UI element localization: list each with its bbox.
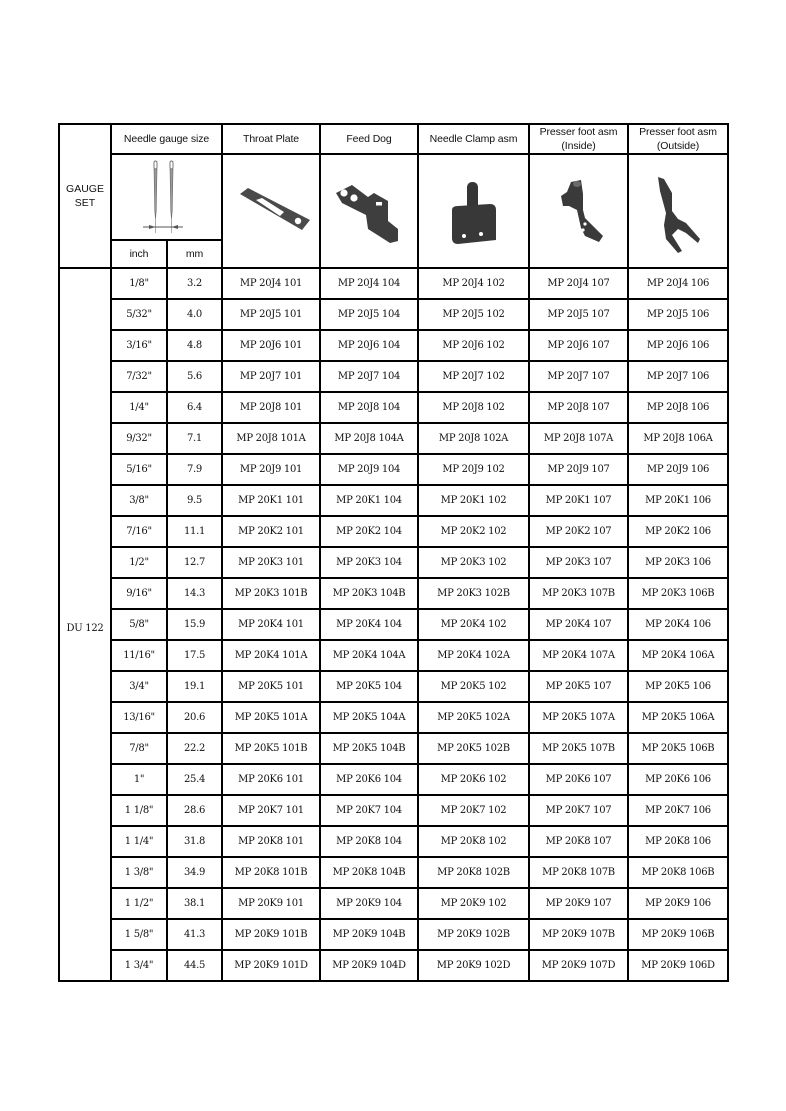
model-label: DU 122 (59, 268, 111, 981)
presser-foot-inside-part-cell: MP 20K5 107A (529, 702, 628, 733)
throat-plate-part-cell: MP 20K9 101D (222, 950, 320, 981)
throat-plate-part-cell: MP 20K9 101B (222, 919, 320, 950)
needle-clamp-part-cell: MP 20K6 102 (418, 764, 529, 795)
needle-clamp-header (418, 124, 529, 154)
presser-foot-inside-part-cell: MP 20K9 107 (529, 888, 628, 919)
presser-foot-outside-part-cell: MP 20J8 106 (628, 392, 728, 423)
presser-foot-outside-header (628, 124, 728, 154)
gauge-set-label-line2: SET (74, 197, 96, 209)
presser-foot-outside-part-cell: MP 20K9 106 (628, 888, 728, 919)
feed-dog-part-cell: MP 20K2 104 (320, 516, 418, 547)
throat-plate-part-cell: MP 20K1 101 (222, 485, 320, 516)
table-row (59, 547, 728, 578)
presser-foot-outside-icon (638, 163, 718, 259)
gauge-mm-cell: 34.9 (167, 857, 222, 888)
presser-foot-inside-part-cell: MP 20K3 107B (529, 578, 628, 609)
throat-plate-part-cell: MP 20K9 101 (222, 888, 320, 919)
needle-clamp-part-cell: MP 20K5 102 (418, 671, 529, 702)
throat-plate-icon (226, 176, 316, 246)
gauge-mm-cell: 15.9 (167, 609, 222, 640)
presser-foot-inside-part-cell: MP 20J5 107 (529, 299, 628, 330)
gauge-set-header (59, 124, 111, 268)
gauge-mm-cell: 4.0 (167, 299, 222, 330)
needle-clamp-part-cell: MP 20K7 102 (418, 795, 529, 826)
feed-dog-part-cell: MP 20K9 104B (320, 919, 418, 950)
gauge-mm-cell: 25.4 (167, 764, 222, 795)
unit-mm-header: mm (167, 240, 222, 268)
feed-dog-part-cell: MP 20J7 104 (320, 361, 418, 392)
needle-clamp-part-cell: MP 20K3 102 (418, 547, 529, 578)
unit-inch-header: inch (111, 240, 167, 268)
needle-clamp-part-cell: MP 20J8 102 (418, 392, 529, 423)
needle-clamp-part-cell: MP 20K5 102B (418, 733, 529, 764)
presser-foot-inside-part-cell: MP 20K1 107 (529, 485, 628, 516)
gauge-mm-cell: 3.2 (167, 268, 222, 299)
table-row (59, 392, 728, 423)
gauge-inch-cell: 1 3/4" (111, 950, 167, 981)
needle-gauge-icon (137, 159, 197, 235)
throat-plate-part-cell: MP 20K3 101 (222, 547, 320, 578)
table-row (59, 423, 728, 454)
throat-plate-part-cell: MP 20J6 101 (222, 330, 320, 361)
presser-foot-outside-part-cell: MP 20K1 106 (628, 485, 728, 516)
image-row (59, 154, 728, 240)
presser-foot-outside-part-cell: MP 20K8 106 (628, 826, 728, 857)
throat-plate-part-cell: MP 20K8 101B (222, 857, 320, 888)
presser-foot-outside-image-cell (628, 154, 728, 268)
gauge-inch-cell: 5/32" (111, 299, 167, 330)
needle-clamp-part-cell: MP 20K9 102 (418, 888, 529, 919)
gauge-inch-cell: 1 1/4" (111, 826, 167, 857)
feed-dog-icon (324, 171, 414, 251)
throat-plate-part-cell: MP 20J7 101 (222, 361, 320, 392)
feed-dog-image-cell (320, 154, 418, 268)
gauge-mm-cell: 31.8 (167, 826, 222, 857)
table-row (59, 888, 728, 919)
needle-image-cell (111, 154, 222, 240)
needle-clamp-part-cell: MP 20K4 102 (418, 609, 529, 640)
gauge-inch-cell: 1/8" (111, 268, 167, 299)
throat-plate-part-cell: MP 20K5 101 (222, 671, 320, 702)
table-row (59, 950, 728, 981)
presser-foot-inside-header-line1: Presser foot asm (539, 126, 618, 138)
gauge-inch-cell: 1 5/8" (111, 919, 167, 950)
presser-foot-outside-part-cell: MP 20K5 106B (628, 733, 728, 764)
presser-foot-inside-part-cell: MP 20J8 107 (529, 392, 628, 423)
presser-foot-outside-part-cell: MP 20K6 106 (628, 764, 728, 795)
feed-dog-part-cell: MP 20K3 104B (320, 578, 418, 609)
presser-foot-outside-header-line2: (Outside) (656, 140, 700, 152)
gauge-mm-cell: 20.6 (167, 702, 222, 733)
table-row (59, 826, 728, 857)
needle-clamp-part-cell: MP 20K1 102 (418, 485, 529, 516)
gauge-inch-cell: 1 1/8" (111, 795, 167, 826)
presser-foot-inside-part-cell: MP 20K4 107A (529, 640, 628, 671)
table-row (59, 578, 728, 609)
feed-dog-part-cell: MP 20K9 104D (320, 950, 418, 981)
gauge-set-label-line1: GAUGE (66, 183, 104, 195)
table-row (59, 516, 728, 547)
needle-clamp-part-cell: MP 20J7 102 (418, 361, 529, 392)
presser-foot-inside-part-cell: MP 20K7 107 (529, 795, 628, 826)
presser-foot-inside-part-cell: MP 20K9 107B (529, 919, 628, 950)
gauge-inch-cell: 9/16" (111, 578, 167, 609)
needle-clamp-part-cell: MP 20J6 102 (418, 330, 529, 361)
table-row (59, 330, 728, 361)
feed-dog-part-cell: MP 20J8 104 (320, 392, 418, 423)
gauge-inch-cell: 5/8" (111, 609, 167, 640)
gauge-inch-cell: 1" (111, 764, 167, 795)
gauge-inch-cell: 7/8" (111, 733, 167, 764)
feed-dog-header-label: Feed Dog (346, 133, 392, 145)
table-row (59, 454, 728, 485)
presser-foot-inside-image-cell (529, 154, 628, 268)
header-row (59, 124, 728, 154)
needle-clamp-part-cell: MP 20J8 102A (418, 423, 529, 454)
feed-dog-header (320, 124, 418, 154)
needle-clamp-part-cell: MP 20K9 102D (418, 950, 529, 981)
presser-foot-outside-part-cell: MP 20K9 106D (628, 950, 728, 981)
presser-foot-inside-part-cell: MP 20K2 107 (529, 516, 628, 547)
presser-foot-outside-part-cell: MP 20K5 106A (628, 702, 728, 733)
throat-plate-part-cell: MP 20J5 101 (222, 299, 320, 330)
feed-dog-part-cell: MP 20K5 104A (320, 702, 418, 733)
gauge-mm-cell: 12.7 (167, 547, 222, 578)
feed-dog-part-cell: MP 20J8 104A (320, 423, 418, 454)
presser-foot-inside-part-cell: MP 20J7 107 (529, 361, 628, 392)
feed-dog-part-cell: MP 20K1 104 (320, 485, 418, 516)
throat-plate-part-cell: MP 20J8 101A (222, 423, 320, 454)
gauge-inch-cell: 1/2" (111, 547, 167, 578)
gauge-inch-cell: 1/4" (111, 392, 167, 423)
gauge-set-table (58, 123, 729, 982)
feed-dog-part-cell: MP 20J4 104 (320, 268, 418, 299)
gauge-inch-cell: 11/16" (111, 640, 167, 671)
throat-plate-part-cell: MP 20J9 101 (222, 454, 320, 485)
presser-foot-outside-part-cell: MP 20K4 106A (628, 640, 728, 671)
needle-clamp-icon (434, 166, 514, 256)
presser-foot-inside-part-cell: MP 20K8 107 (529, 826, 628, 857)
table-row (59, 361, 728, 392)
gauge-mm-cell: 28.6 (167, 795, 222, 826)
gauge-inch-cell: 13/16" (111, 702, 167, 733)
needle-clamp-part-cell: MP 20K4 102A (418, 640, 529, 671)
presser-foot-inside-icon (539, 166, 619, 256)
gauge-mm-cell: 38.1 (167, 888, 222, 919)
throat-plate-part-cell: MP 20K8 101 (222, 826, 320, 857)
table-row (59, 733, 728, 764)
feed-dog-part-cell: MP 20K7 104 (320, 795, 418, 826)
throat-plate-part-cell: MP 20J4 101 (222, 268, 320, 299)
throat-plate-part-cell: MP 20K4 101 (222, 609, 320, 640)
table-row (59, 702, 728, 733)
presser-foot-inside-part-cell: MP 20K9 107D (529, 950, 628, 981)
needle-clamp-part-cell: MP 20K8 102B (418, 857, 529, 888)
presser-foot-outside-part-cell: MP 20J5 106 (628, 299, 728, 330)
throat-plate-part-cell: MP 20K4 101A (222, 640, 320, 671)
needle-clamp-part-cell: MP 20K5 102A (418, 702, 529, 733)
table-row (59, 764, 728, 795)
needle-clamp-header-label: Needle Clamp asm (429, 133, 518, 145)
needle-clamp-part-cell: MP 20K8 102 (418, 826, 529, 857)
gauge-inch-cell: 3/4" (111, 671, 167, 702)
gauge-inch-cell: 3/8" (111, 485, 167, 516)
needle-clamp-part-cell: MP 20J4 102 (418, 268, 529, 299)
gauge-mm-cell: 11.1 (167, 516, 222, 547)
gauge-mm-cell: 6.4 (167, 392, 222, 423)
presser-foot-outside-part-cell: MP 20K2 106 (628, 516, 728, 547)
throat-plate-part-cell: MP 20K2 101 (222, 516, 320, 547)
feed-dog-part-cell: MP 20K8 104B (320, 857, 418, 888)
gauge-mm-cell: 44.5 (167, 950, 222, 981)
gauge-inch-cell: 7/16" (111, 516, 167, 547)
throat-plate-part-cell: MP 20K6 101 (222, 764, 320, 795)
table-row (59, 919, 728, 950)
presser-foot-outside-part-cell: MP 20K4 106 (628, 609, 728, 640)
gauge-mm-cell: 4.8 (167, 330, 222, 361)
table-row (59, 795, 728, 826)
needle-clamp-part-cell: MP 20K9 102B (418, 919, 529, 950)
feed-dog-part-cell: MP 20K5 104B (320, 733, 418, 764)
presser-foot-inside-part-cell: MP 20K8 107B (529, 857, 628, 888)
throat-plate-part-cell: MP 20J8 101 (222, 392, 320, 423)
throat-plate-part-cell: MP 20K3 101B (222, 578, 320, 609)
presser-foot-inside-header (529, 124, 628, 154)
presser-foot-inside-part-cell: MP 20J8 107A (529, 423, 628, 454)
presser-foot-outside-part-cell: MP 20J6 106 (628, 330, 728, 361)
needle-clamp-part-cell: MP 20K3 102B (418, 578, 529, 609)
throat-plate-part-cell: MP 20K7 101 (222, 795, 320, 826)
throat-plate-header-label: Throat Plate (243, 133, 299, 145)
feed-dog-part-cell: MP 20K6 104 (320, 764, 418, 795)
presser-foot-inside-part-cell: MP 20K5 107 (529, 671, 628, 702)
gauge-mm-cell: 14.3 (167, 578, 222, 609)
throat-plate-part-cell: MP 20K5 101B (222, 733, 320, 764)
gauge-inch-cell: 5/16" (111, 454, 167, 485)
gauge-mm-cell: 17.5 (167, 640, 222, 671)
presser-foot-outside-part-cell: MP 20K7 106 (628, 795, 728, 826)
presser-foot-outside-part-cell: MP 20J8 106A (628, 423, 728, 454)
presser-foot-inside-part-cell: MP 20J4 107 (529, 268, 628, 299)
gauge-inch-cell: 1 3/8" (111, 857, 167, 888)
feed-dog-part-cell: MP 20K4 104 (320, 609, 418, 640)
throat-plate-header (222, 124, 320, 154)
presser-foot-outside-part-cell: MP 20K9 106B (628, 919, 728, 950)
feed-dog-part-cell: MP 20K9 104 (320, 888, 418, 919)
presser-foot-outside-part-cell: MP 20K3 106B (628, 578, 728, 609)
needle-gauge-size-header: Needle gauge size (111, 124, 222, 154)
needle-clamp-part-cell: MP 20J9 102 (418, 454, 529, 485)
feed-dog-part-cell: MP 20J5 104 (320, 299, 418, 330)
presser-foot-inside-part-cell: MP 20K5 107B (529, 733, 628, 764)
gauge-inch-cell: 1 1/2" (111, 888, 167, 919)
feed-dog-part-cell: MP 20K8 104 (320, 826, 418, 857)
table-row (59, 671, 728, 702)
table-row (59, 857, 728, 888)
throat-plate-part-cell: MP 20K5 101A (222, 702, 320, 733)
table-row (59, 485, 728, 516)
throat-plate-image-cell (222, 154, 320, 268)
table-row (59, 268, 728, 299)
gauge-mm-cell: 7.9 (167, 454, 222, 485)
gauge-inch-cell: 9/32" (111, 423, 167, 454)
gauge-mm-cell: 22.2 (167, 733, 222, 764)
table-row (59, 640, 728, 671)
table-row (59, 609, 728, 640)
gauge-mm-cell: 7.1 (167, 423, 222, 454)
feed-dog-part-cell: MP 20K5 104 (320, 671, 418, 702)
gauge-mm-cell: 41.3 (167, 919, 222, 950)
gauge-inch-cell: 7/32" (111, 361, 167, 392)
gauge-mm-cell: 19.1 (167, 671, 222, 702)
gauge-mm-cell: 9.5 (167, 485, 222, 516)
presser-foot-outside-part-cell: MP 20K8 106B (628, 857, 728, 888)
presser-foot-outside-part-cell: MP 20J9 106 (628, 454, 728, 485)
needle-clamp-part-cell: MP 20J5 102 (418, 299, 529, 330)
feed-dog-part-cell: MP 20J6 104 (320, 330, 418, 361)
presser-foot-inside-part-cell: MP 20J9 107 (529, 454, 628, 485)
presser-foot-outside-part-cell: MP 20J4 106 (628, 268, 728, 299)
gauge-inch-cell: 3/16" (111, 330, 167, 361)
presser-foot-outside-part-cell: MP 20J7 106 (628, 361, 728, 392)
feed-dog-part-cell: MP 20J9 104 (320, 454, 418, 485)
needle-clamp-image-cell (418, 154, 529, 268)
gauge-mm-cell: 5.6 (167, 361, 222, 392)
feed-dog-part-cell: MP 20K3 104 (320, 547, 418, 578)
presser-foot-outside-part-cell: MP 20K3 106 (628, 547, 728, 578)
presser-foot-inside-header-line2: (Inside) (561, 140, 596, 152)
presser-foot-inside-part-cell: MP 20J6 107 (529, 330, 628, 361)
presser-foot-outside-header-line1: Presser foot asm (639, 126, 717, 138)
presser-foot-outside-part-cell: MP 20K5 106 (628, 671, 728, 702)
table-row (59, 299, 728, 330)
presser-foot-inside-part-cell: MP 20K4 107 (529, 609, 628, 640)
presser-foot-inside-part-cell: MP 20K3 107 (529, 547, 628, 578)
needle-clamp-part-cell: MP 20K2 102 (418, 516, 529, 547)
presser-foot-inside-part-cell: MP 20K6 107 (529, 764, 628, 795)
feed-dog-part-cell: MP 20K4 104A (320, 640, 418, 671)
